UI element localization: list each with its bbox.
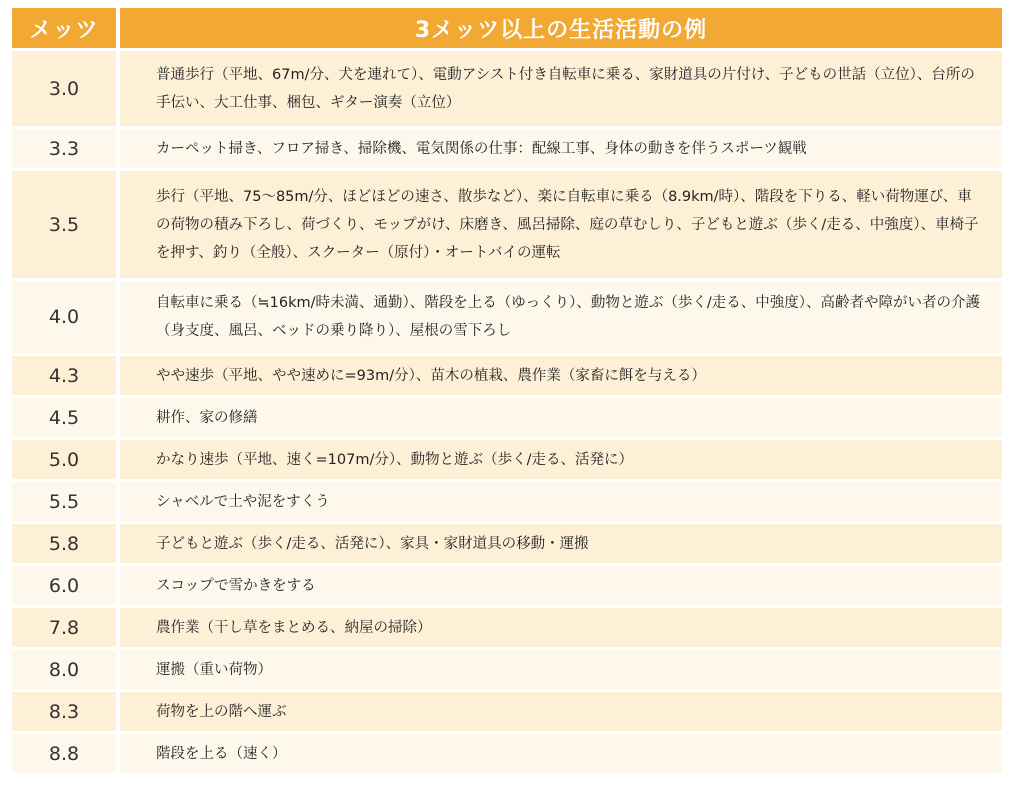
table-header bbox=[12, 8, 1002, 48]
table-row bbox=[12, 356, 1002, 395]
mets-value: 3.3 bbox=[12, 129, 116, 168]
header-activities: 3メッツ以上の生活活動の例 bbox=[120, 8, 1002, 48]
mets-value: 6.0 bbox=[12, 566, 116, 605]
activity-text: 子どもと遊ぶ（歩く/走る、活発に）、家具・家財道具の移動・運搬 bbox=[120, 524, 1002, 563]
activity-text: 農作業（干し草をまとめる、納屋の掃除） bbox=[120, 608, 1002, 647]
table-row bbox=[12, 734, 1002, 773]
activity-text: カーペット掃き、フロア掃き、掃除機、電気関係の仕事：配線工事、身体の動きを伴うスポーツ観戦 bbox=[120, 129, 1002, 168]
table-row bbox=[12, 566, 1002, 605]
table-row bbox=[12, 281, 1002, 353]
activity-text: シャベルで土や泥をすくう bbox=[120, 482, 1002, 521]
mets-value: 3.5 bbox=[12, 171, 116, 278]
mets-value: 8.3 bbox=[12, 692, 116, 731]
activity-text: 普通歩行（平地、67m/分、犬を連れて）、電動アシスト付き自転車に乗る、家財道具の片付け、子どもの世話（立位）、台所の手伝い、大工仕事、梱包、ギター演奏（立位） bbox=[120, 51, 1002, 126]
header-mets: メッツ bbox=[12, 8, 116, 48]
table-row bbox=[12, 692, 1002, 731]
mets-value: 4.0 bbox=[12, 281, 116, 353]
mets-value: 8.8 bbox=[12, 734, 116, 773]
mets-value: 7.8 bbox=[12, 608, 116, 647]
activity-text: スコップで雪かきをする bbox=[120, 566, 1002, 605]
mets-value: 3.0 bbox=[12, 51, 116, 126]
activity-text: 歩行（平地、75～85m/分、ほどほどの速さ、散歩など）、楽に自転車に乗る（8.9km/時）、階段を下りる、軽い荷物運び、車の荷物の積み下ろし、荷づくり、モップがけ、床磨き、風呂掃除、庭の草むしり、子どもと遊ぶ（歩く/走る、中強度）、車椅子を押す、釣り（全般）、スクーター（原付）・オートバイの運転 bbox=[120, 171, 1002, 278]
mets-value: 5.8 bbox=[12, 524, 116, 563]
table-row bbox=[12, 608, 1002, 647]
table-row bbox=[12, 171, 1002, 278]
table-row bbox=[12, 440, 1002, 479]
mets-value: 5.5 bbox=[12, 482, 116, 521]
activity-text: 荷物を上の階へ運ぶ bbox=[120, 692, 1002, 731]
activity-text: 階段を上る（速く） bbox=[120, 734, 1002, 773]
activity-text: 耕作、家の修繕 bbox=[120, 398, 1002, 437]
mets-table bbox=[12, 8, 1002, 776]
table-row bbox=[12, 650, 1002, 689]
table-row bbox=[12, 524, 1002, 563]
table-row bbox=[12, 398, 1002, 437]
mets-value: 4.3 bbox=[12, 356, 116, 395]
mets-value: 4.5 bbox=[12, 398, 116, 437]
activity-text: 運搬（重い荷物） bbox=[120, 650, 1002, 689]
table-row bbox=[12, 129, 1002, 168]
activity-text: 自転車に乗る（≒16km/時未満、通勤）、階段を上る（ゆっくり）、動物と遊ぶ（歩く/走る、中強度）、高齢者や障がい者の介護（身支度、風呂、ベッドの乗り降り）、屋根の雪下ろし bbox=[120, 281, 1002, 353]
mets-value: 8.0 bbox=[12, 650, 116, 689]
table-row bbox=[12, 51, 1002, 126]
table-row bbox=[12, 482, 1002, 521]
mets-value: 5.0 bbox=[12, 440, 116, 479]
activity-text: かなり速歩（平地、速く=107m/分）、動物と遊ぶ（歩く/走る、活発に） bbox=[120, 440, 1002, 479]
activity-text: やや速歩（平地、やや速めに=93m/分）、苗木の植栽、農作業（家畜に餌を与える） bbox=[120, 356, 1002, 395]
